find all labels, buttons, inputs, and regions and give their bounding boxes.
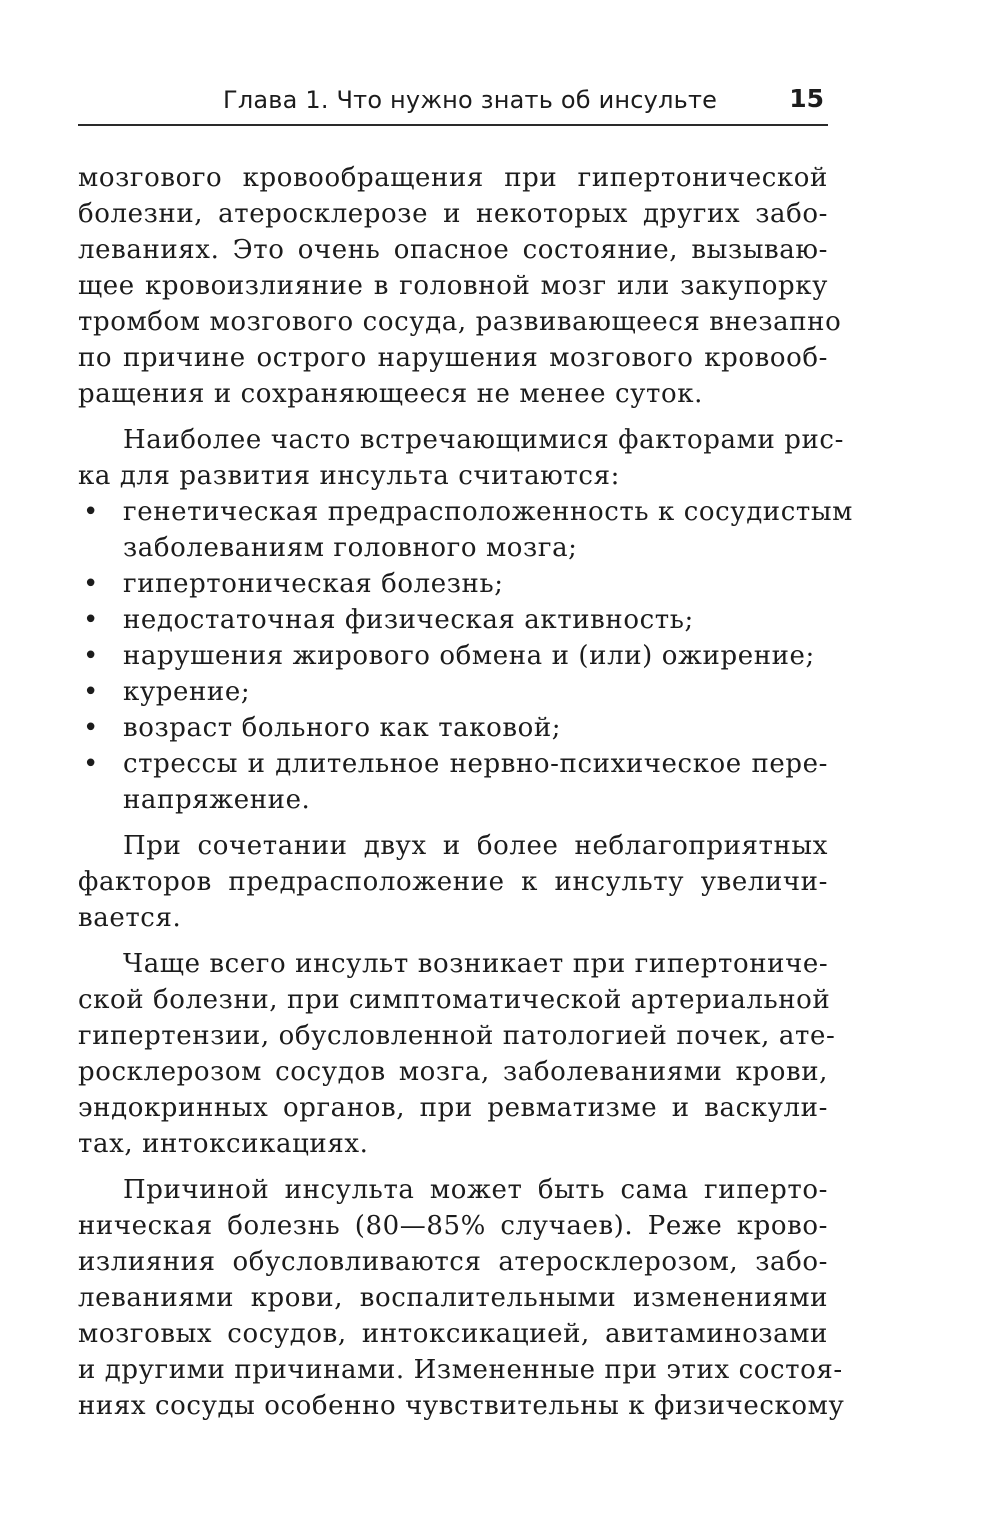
paragraph [78, 422, 844, 494]
bullet-icon: • [83, 641, 99, 671]
list-item [78, 602, 828, 638]
text-line: гипертензии, обусловленной патологией почек, ате- [78, 1021, 836, 1051]
text-line: Чаще всего инсульт возникает при гипертониче- [123, 949, 829, 979]
bullet-icon: • [83, 605, 99, 635]
list-item [78, 710, 828, 746]
text-line: щее кровоизлияние в головной мозг или закупорку [78, 271, 828, 301]
text-line: нарушения жирового обмена и (или) ожирение; [123, 641, 815, 671]
list-item [78, 494, 853, 566]
list-item [78, 674, 828, 710]
bullet-icon: • [83, 713, 99, 743]
paragraph [78, 1172, 845, 1424]
text-line: напряжение. [123, 785, 311, 815]
text-line: ращения и сохраняющееся не менее суток. [78, 379, 703, 409]
text-line: ниях сосуды особенно чувствительны к физическому [78, 1391, 845, 1421]
text-line: росклерозом сосудов мозга, заболеваниями крови, [78, 1057, 828, 1087]
text-line: ническая болезнь (80—85% случаев). Реже крово- [78, 1211, 828, 1241]
text-line: курение; [123, 677, 251, 707]
paragraph [78, 828, 828, 936]
text-line: болезни, атеросклерозе и некоторых других забо- [78, 199, 828, 229]
bullet-icon: • [83, 569, 99, 599]
text-line: Причиной инсульта может быть сама гиперто- [123, 1175, 828, 1205]
paragraph-gap [78, 1162, 828, 1172]
list-item [78, 638, 828, 674]
text-line: гипертоническая болезнь; [123, 569, 504, 599]
text-line: и другими причинами. Измененные при этих состоя- [78, 1355, 843, 1385]
text-line: При сочетании двух и более неблагоприятных [123, 831, 828, 861]
risk-factor-list [78, 494, 853, 818]
list-item [78, 566, 828, 602]
text-line: заболеваниям головного мозга; [123, 533, 578, 563]
paragraph-gap [78, 412, 828, 422]
text-line: леваниях. Это очень опасное состояние, вызываю- [78, 235, 828, 265]
paragraph [78, 160, 842, 412]
bullet-icon: • [83, 677, 99, 707]
chapter-title: Глава 1. Что нужно знать об инсульте [223, 86, 718, 114]
text-line: возраст больного как таковой; [123, 713, 562, 743]
text-line: недостаточная физическая активность; [123, 605, 694, 635]
paragraph-gap [78, 936, 828, 946]
paragraph-gap [78, 818, 828, 828]
text-line: генетическая предрасположенность к сосудистым [123, 497, 853, 527]
body-text [78, 160, 853, 1424]
bullet-icon: • [83, 497, 99, 527]
text-line: мозгового кровообращения при гипертонической [78, 163, 828, 193]
text-line: излияния обусловливаются атеросклерозом, забо- [78, 1247, 828, 1277]
text-line: вается. [78, 903, 182, 933]
text-line: тромбом мозгового сосуда, развивающееся внезапно [78, 307, 842, 337]
text-line: по причине острого нарушения мозгового кровооб- [78, 343, 828, 373]
text-line: леваниями крови, воспалительными изменениями [78, 1283, 828, 1313]
text-line: мозговых сосудов, интоксикацией, авитаминозами [78, 1319, 828, 1349]
text-line: ской болезни, при симптоматической артериальной [78, 985, 831, 1015]
text-line: эндокринных органов, при ревматизме и васкули- [78, 1093, 828, 1123]
page-number: 15 [789, 84, 824, 113]
paragraph [78, 946, 836, 1162]
bullet-icon: • [83, 749, 99, 779]
list-item [78, 746, 828, 818]
text-line: тах, интоксикациях. [78, 1129, 369, 1159]
text-line: стрессы и длительное нервно-психическое пере- [123, 749, 828, 779]
text-line: Наиболее часто встречающимися факторами рис- [123, 425, 844, 455]
text-line: факторов предрасположение к инсульту увеличи- [78, 867, 828, 897]
text-line: ка для развития инсульта считаются: [78, 461, 620, 491]
running-header [78, 84, 828, 126]
